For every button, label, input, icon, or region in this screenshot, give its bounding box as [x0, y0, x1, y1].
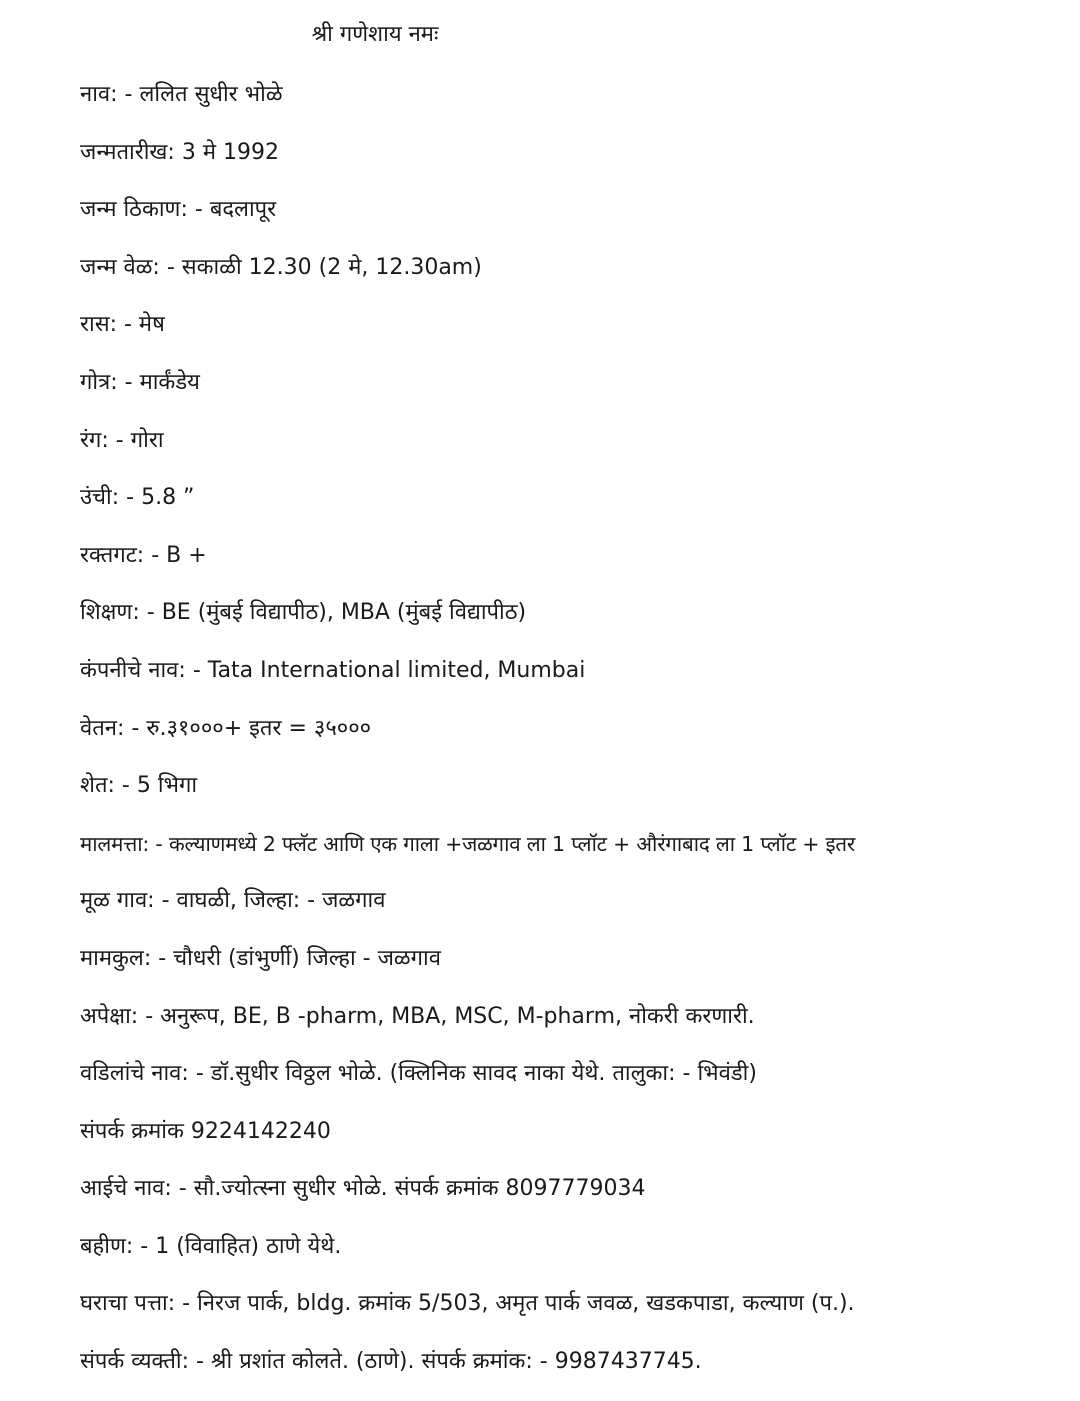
field-separator: - — [149, 831, 169, 856]
biodata-row — [80, 76, 1070, 134]
biodata-row — [80, 537, 1070, 595]
field-label: शिक्षण: — [80, 600, 140, 626]
field-separator: - — [124, 715, 147, 741]
field-value: गोरा — [130, 427, 164, 453]
field-separator: - — [171, 1176, 194, 1202]
field-separator: - — [117, 369, 140, 395]
field-separator — [175, 140, 182, 165]
field-separator: - — [151, 945, 174, 971]
field-separator: - — [133, 1233, 156, 1259]
field-separator: - — [175, 1291, 198, 1317]
field-value: अनुरूप, BE, B -pharm, MBA, MSC, M-pharm, नोकरी करणारी. — [160, 1003, 755, 1029]
field-label: बहीण: — [80, 1233, 134, 1259]
field-separator: - — [159, 254, 182, 280]
field-value: BE (मुंबई विद्यापीठ), MBA (मुंबई विद्यापीठ) — [161, 600, 527, 626]
field-value: सकाळी 12.30 (2 मे, 12.30am) — [181, 254, 482, 280]
field-value: वाघळी, जिल्हा: - जळगाव — [176, 888, 386, 914]
field-label: गोत्र: — [80, 369, 118, 395]
field-label: शेत: — [80, 773, 115, 799]
field-separator: - — [187, 197, 210, 223]
biodata-row — [80, 1113, 1070, 1171]
field-value: कल्याणमध्ये 2 फ्लॅट आणि एक गाला +जळगाव ला 1 प्लॉट + औरंगाबाद ला 1 प्लॉट + इतर — [168, 831, 856, 856]
biodata-row — [80, 191, 1070, 249]
biodata-row — [80, 134, 1070, 192]
field-label: घराचा पत्ता: — [80, 1291, 176, 1317]
field-value: 9224142240 — [190, 1118, 331, 1144]
field-value: मार्कंडेय — [139, 369, 200, 395]
field-separator — [184, 1119, 191, 1144]
biodata-row — [80, 249, 1070, 307]
field-label: रास: — [80, 312, 117, 338]
field-label: रंग: — [80, 427, 109, 453]
biodata-row — [80, 652, 1070, 710]
biodata-row — [80, 825, 1070, 883]
field-label: संपर्क व्यक्ती: — [80, 1349, 189, 1375]
field-label: रक्तगट: — [80, 542, 145, 568]
field-label: आईचे नाव: — [80, 1176, 172, 1202]
field-separator: - — [188, 1349, 211, 1375]
biodata-row — [80, 306, 1070, 364]
field-value: चौधरी (डांभुर्णी) जिल्हा - जळगाव — [173, 945, 441, 971]
biodata-row — [80, 1228, 1070, 1286]
field-value: मेष — [138, 312, 165, 338]
field-value: डॉ.सुधीर विठ्ठल भोळे. (क्लिनिक सावद नाका येथे. तालुका: - भिवंडी) — [210, 1061, 757, 1087]
biodata-row — [80, 1170, 1070, 1228]
field-separator: - — [138, 1003, 161, 1029]
field-separator: - — [188, 1061, 211, 1087]
field-value: बदलापूर — [209, 197, 277, 223]
field-value: 5.8 ” — [141, 485, 195, 511]
field-label: मालमत्ता: — [80, 831, 150, 856]
field-separator: - — [144, 542, 167, 568]
biodata-row — [80, 767, 1070, 825]
field-separator: - — [114, 773, 137, 799]
field-separator: - — [108, 427, 131, 453]
biodata-row — [80, 710, 1070, 768]
field-label: नाव: — [80, 82, 118, 107]
field-separator: - — [119, 485, 142, 511]
biodata-row — [80, 998, 1070, 1056]
field-label: जन्म ठिकाण: — [80, 197, 188, 223]
field-value: रु.३१०००+ इतर = ३५००० — [146, 715, 372, 741]
field-separator: - — [154, 888, 177, 914]
field-value: ललित सुधीर भोळे — [139, 82, 283, 107]
field-label: मामकुल: — [80, 945, 152, 971]
field-value: सौ.ज्योत्स्ना सुधीर भोळे. संपर्क क्रमांक 8097779034 — [193, 1176, 646, 1202]
field-separator: - — [116, 312, 139, 338]
field-label: संपर्क क्रमांक — [80, 1118, 184, 1144]
field-label: उंची: — [80, 485, 120, 511]
field-label: अपेक्षा: — [80, 1003, 139, 1029]
biodata-row — [80, 1343, 1070, 1401]
field-value: श्री प्रशांत कोलते. (ठाणे). संपर्क क्रमांक: - 9987437745. — [210, 1349, 702, 1375]
field-label: वेतन: — [80, 715, 125, 741]
field-value: 3 मे 1992 — [181, 139, 279, 165]
page-heading: श्री गणेशाय नमः — [311, 22, 439, 47]
field-value: 1 (विवाहित) ठाणे येथे. — [155, 1233, 342, 1259]
field-value: 5 भिगा — [136, 773, 198, 799]
field-label: जन्मतारीख: — [80, 139, 175, 165]
biodata-list — [80, 76, 1070, 1401]
biodata-row — [80, 364, 1070, 422]
biodata-row — [80, 594, 1070, 652]
field-value: Tata International limited, Mumbai — [207, 657, 586, 683]
biodata-row — [80, 882, 1070, 940]
biodata-row — [80, 1055, 1070, 1113]
field-label: जन्म वेळ: — [80, 254, 160, 280]
field-separator: - — [117, 82, 140, 107]
field-separator: - — [185, 657, 208, 683]
field-value: B + — [166, 542, 207, 568]
field-label: मूळ गाव: — [80, 888, 155, 914]
biodata-row — [80, 940, 1070, 998]
biodata-row — [80, 1285, 1070, 1343]
biodata-row — [80, 479, 1070, 537]
field-separator: - — [139, 600, 162, 626]
field-value: निरज पार्क, bldg. क्रमांक 5/503, अमृत पार्क जवळ, खडकपाडा, कल्याण (प.). — [197, 1291, 855, 1317]
field-label: वडिलांचे नाव: — [80, 1061, 189, 1087]
field-label: कंपनीचे नाव: — [80, 657, 186, 683]
biodata-row — [80, 422, 1070, 480]
